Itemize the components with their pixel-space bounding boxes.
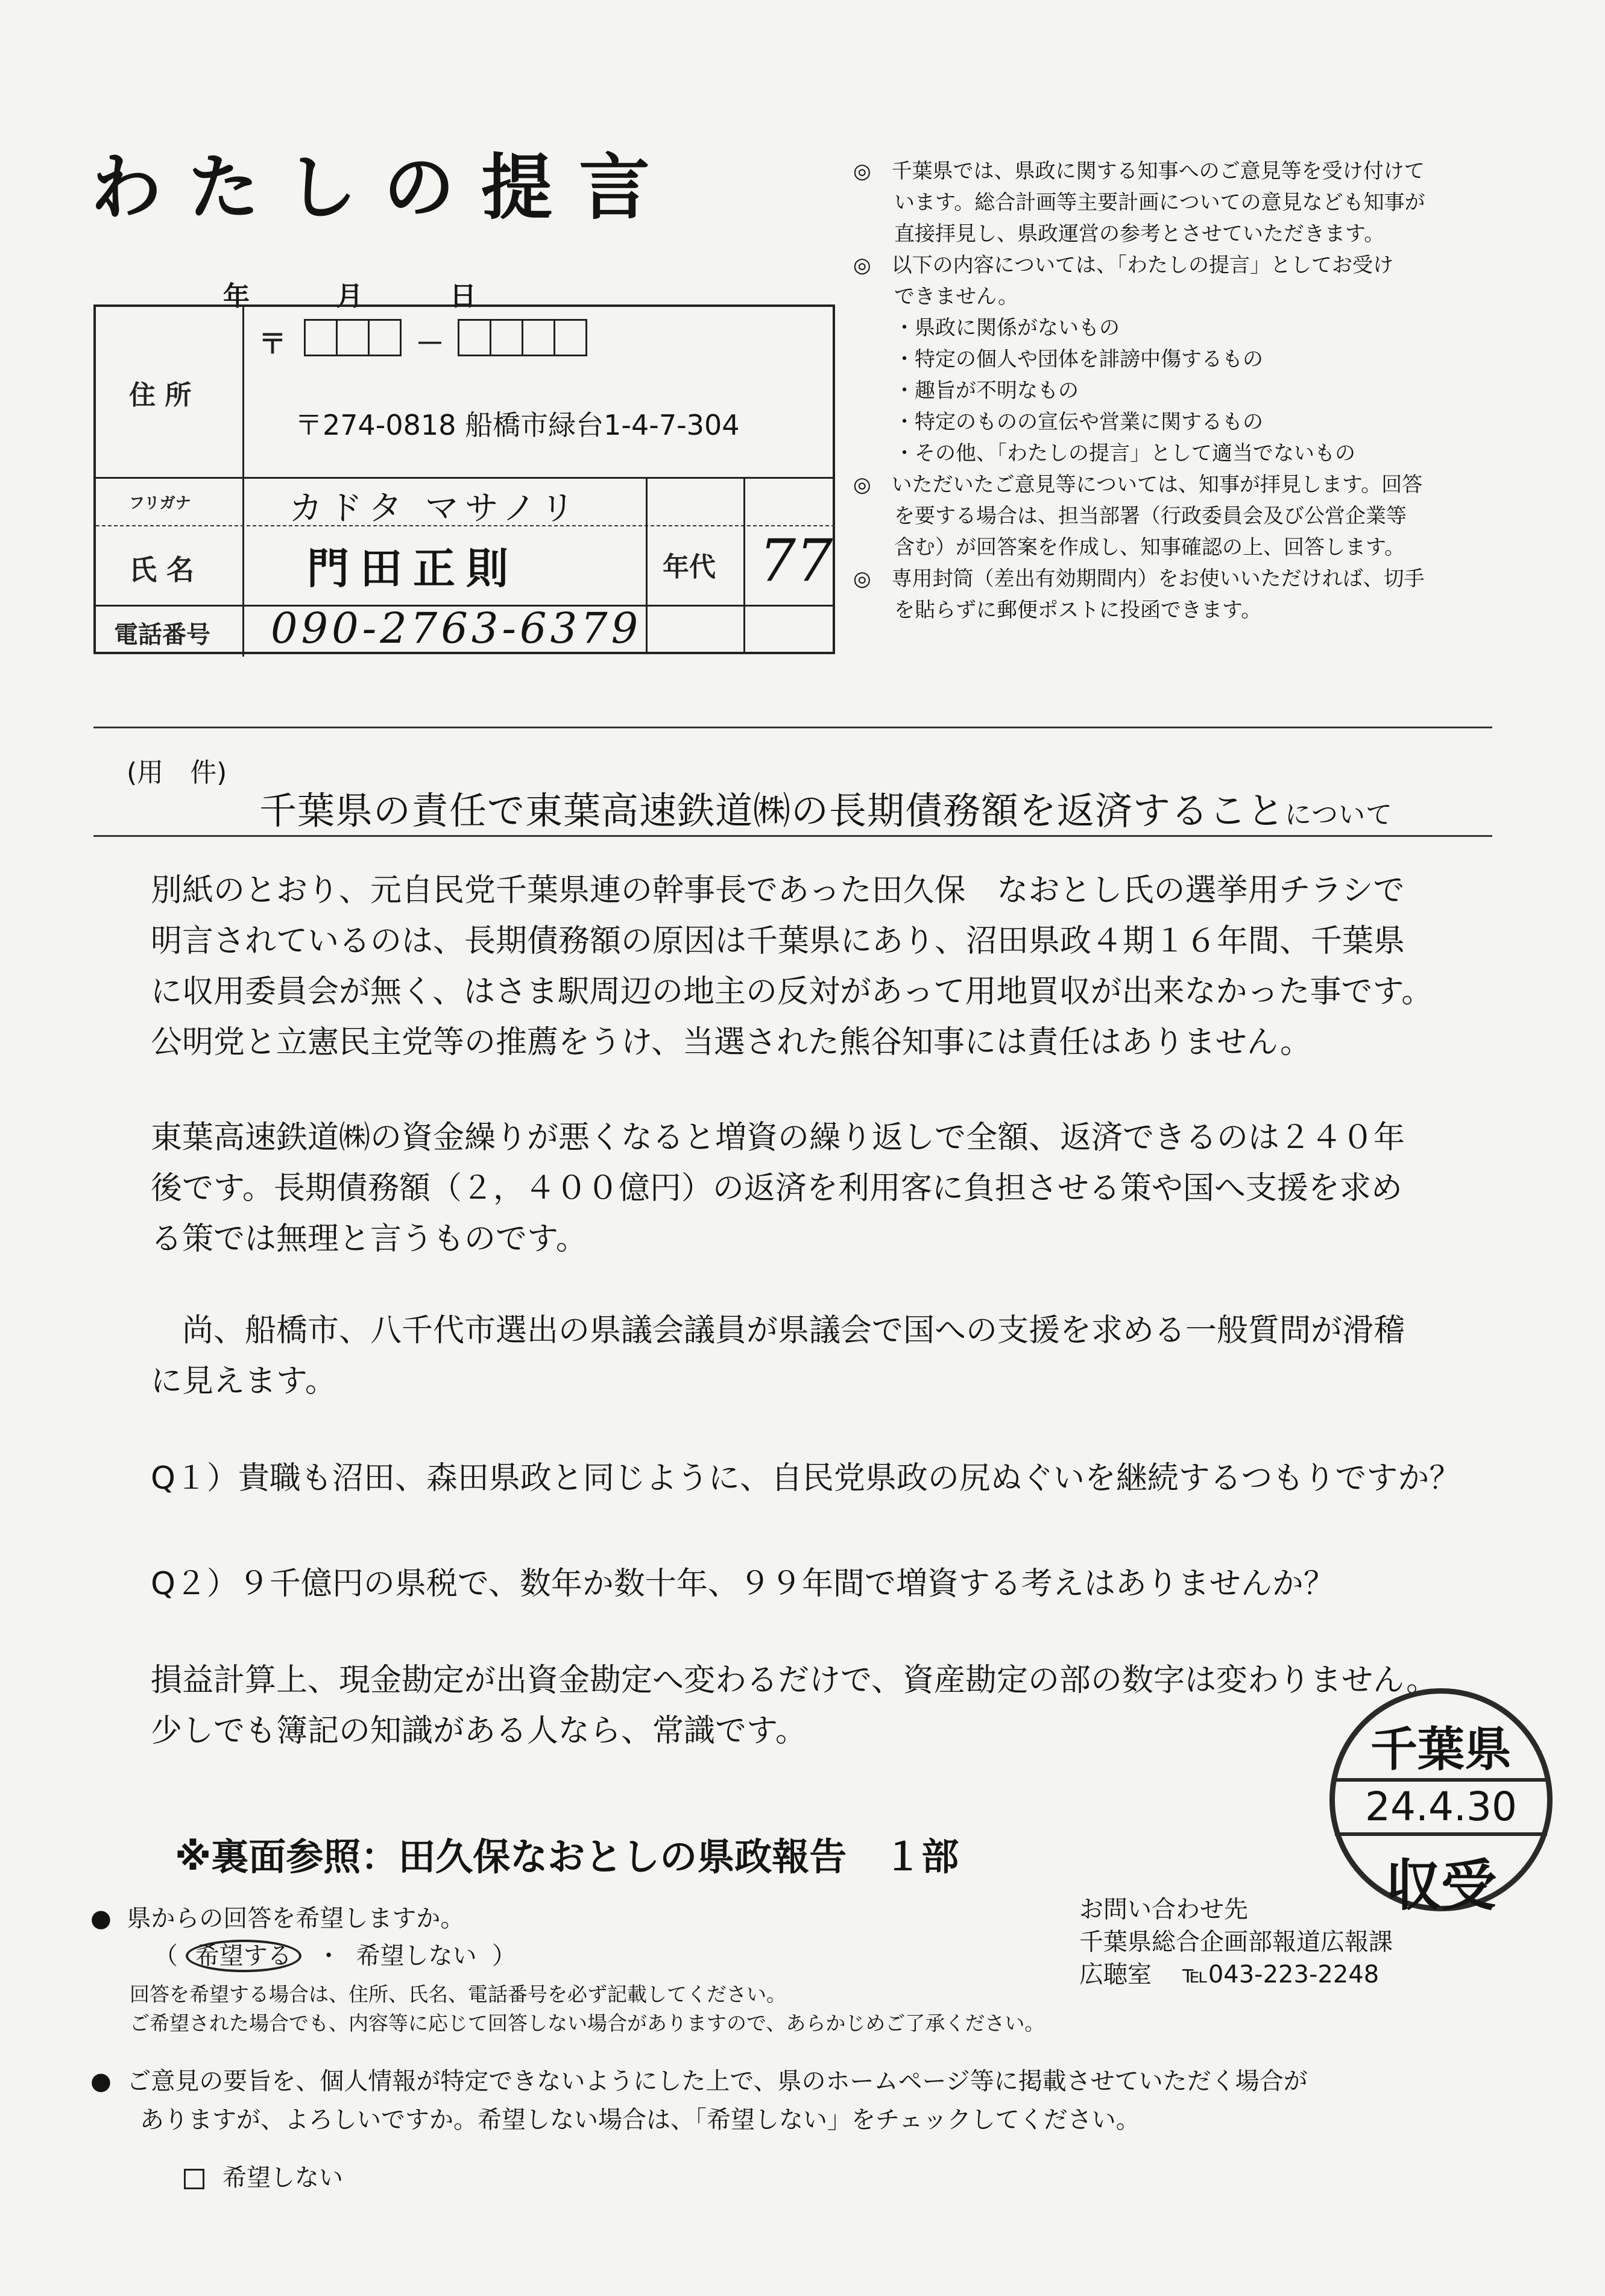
postal-digit-box[interactable] (553, 319, 587, 356)
contact-block (1079, 1893, 1393, 1991)
bullet-icon: ● (90, 1905, 112, 1932)
note-line: を貼らずに郵便ポストに投函できます。 (853, 598, 1262, 622)
age-label: 年代 (663, 552, 716, 582)
phone-value[interactable]: 090-2763-6379 (271, 604, 642, 653)
bullet-icon: ● (90, 2067, 112, 2095)
note-line: ・県政に関係がないもの (853, 316, 1120, 340)
body-line: 明言されているのは、長期債務額の原因は千葉県にあり、沼田県政４期１６年間、千葉県 (151, 923, 1405, 959)
body-line: 損益計算上、現金勘定が出資金勘定へ変わるだけで、資産勘定の部の数字は変わりません。 (151, 1662, 1438, 1698)
body-line: 公明党と立憲民主党等の推薦をうけ、当選された熊谷知事には責任はありません。 (151, 1024, 1312, 1061)
subject-main: 千葉県の責任で東葉高速鉄道㈱の長期債務額を返済すること (259, 789, 1285, 833)
body-line: に収用委員会が無く、はさま駅周辺の地主の反対があって用地買収が出来なかった事です。 (151, 974, 1433, 1010)
reply-note-2: ご希望された場合でも、内容等に応じて回答しない場合がありますので、あらかじめご了承ください。 (130, 2011, 1045, 2035)
note-line: ◎ 千葉県では、県政に関する知事へのご意見等を受け付けて (853, 159, 1425, 183)
note-line: ◎ 専用封筒（差出有効期間内）をお使いいただければ、切手 (853, 567, 1425, 591)
contact-tel: ℡043-223-2248 (1182, 1961, 1380, 1988)
page-title: わたしの提言 (90, 145, 677, 229)
notes-block (853, 156, 1504, 626)
question-1: Q１）貴職も沼田、森田県政と同じように、自民党県政の尻ぬぐいを継続するつもりですか？ (151, 1460, 1461, 1496)
body-line: 東葉高速鉄道㈱の資金繰りが悪くなると増資の繰り返しで全額、返済できるのは２４０年 (151, 1120, 1405, 1156)
contact-heading: お問い合わせ先 (1079, 1896, 1248, 1923)
postal-mark: 〒 (259, 327, 286, 360)
note-line: できません。 (853, 285, 1019, 309)
reply-option-yes[interactable]: 希望する (186, 1940, 301, 1972)
divider (93, 727, 1492, 728)
contact-dept: 千葉県総合企画部報道広報課 (1079, 1928, 1393, 1956)
note-line: ◎ 以下の内容については、「わたしの提言」としてお受け (853, 253, 1393, 277)
received-stamp (1329, 1688, 1553, 1918)
note-line: を要する場合は、担当部署（行政委員会及び公営企業等 (853, 504, 1407, 528)
stamp-date: 24.4.30 (1335, 1778, 1547, 1836)
stamp-top: 千葉県 (1370, 1723, 1512, 1777)
contact-office: 広聴室 (1079, 1961, 1152, 1988)
body-line: 尚、船橋市、八千代市選出の県議会議員が県議会で国への支援を求める一般質問が滑稽 (151, 1313, 1405, 1349)
body-line: る策では無理と言うものです。 (151, 1221, 587, 1257)
address-value[interactable]: 〒274-0818 船橋市緑台1-4-7-304 (295, 409, 740, 441)
address-label: 住 所 (129, 380, 192, 411)
body-paragraph (151, 1305, 1477, 1407)
postal-digit-box[interactable] (368, 319, 402, 356)
note-line: ・特定の個人や団体を誹謗中傷するもの (853, 347, 1263, 371)
stamp-bottom: 収受 (1385, 1853, 1496, 1918)
age-value[interactable]: 77 (759, 527, 833, 594)
body-line: 少しでも簿記の知識がある人なら、常識です。 (151, 1713, 807, 1749)
note-line: ◎ いただいたご意見等については、知事が拝見します。回答 (853, 473, 1423, 497)
reply-option-no[interactable]: 希望しない (356, 1942, 477, 1970)
reply-options: （ 希望する ・ 希望しない ） (154, 1937, 516, 1971)
subject-suffix: について (1285, 800, 1393, 830)
note-line: ・特定のものの宣伝や営業に関するもの (853, 410, 1263, 434)
name-value[interactable]: 門田正則 (307, 544, 519, 593)
postal-digit-box[interactable] (336, 319, 370, 356)
note-line: 直接拝見し、県政運営の参考とさせていただきます。 (853, 222, 1385, 246)
postal-digit-box[interactable] (522, 319, 555, 356)
furigana-label: フリガナ (129, 494, 191, 512)
postal-digit-box[interactable] (304, 319, 338, 356)
subject-label: (用 件) (127, 757, 227, 788)
reference-note: ※裏面参照：田久保なおとしの県政報告 １部 (175, 1835, 959, 1879)
body-paragraph (151, 1655, 1477, 1756)
body-paragraph (151, 865, 1477, 1068)
date-day-label: 日 (450, 281, 476, 312)
postal-digit-box[interactable] (490, 319, 523, 356)
reply-question: ● 県からの回答を希望しますか。 (90, 1905, 465, 1932)
note-line: ・趣旨が不明なもの (853, 379, 1079, 403)
divider (93, 835, 1492, 837)
optout-label: 希望しない (222, 2164, 343, 2192)
postal-digit-box[interactable] (458, 319, 491, 356)
name-label: 氏 名 (129, 554, 195, 586)
publish-optout (184, 2159, 343, 2193)
body-line: 後です。長期債務額（２，４００億円）の返済を利用客に負担させる策や国へ支援を求め (151, 1170, 1402, 1206)
body-line: 別紙のとおり、元自民党千葉県連の幹事長であった田久保 なおとし氏の選挙用チラシで (151, 872, 1405, 909)
furigana-value[interactable]: カドタ マサノリ (289, 489, 581, 528)
phone-label: 電話番号 (114, 621, 210, 649)
publish-consent: ● ご意見の要旨を、個人情報が特定できないようにした上で、県のホームページ等に掲載させていただく場合が ありますが、よろしいですか。希望しない場合は、「希望しない」をチェックしてください。 (90, 2067, 1308, 2134)
note-line: います。総合計画等主要計画についての意見なども知事が (853, 191, 1425, 215)
note-line: ・その他、「わたしの提言」として適当でないもの (853, 441, 1355, 465)
optout-checkbox[interactable] (184, 2169, 204, 2189)
reply-note-1: 回答を希望する場合は、住所、氏名、電話番号を必ず記載してください。 (130, 1982, 786, 2006)
note-line: 含む）が回答案を作成し、知事確認の上、回答します。 (853, 535, 1405, 560)
personal-info-form: 住 所 〒 － 〒274-0818 船橋市緑台1-4-7-304 フリガナ カドタ マサノリ 氏 名 門田正則 年代 77 電話番号 090-2763-6379 (93, 304, 835, 654)
subject-text (259, 781, 1393, 834)
body-line: に見えます。 (151, 1363, 336, 1399)
date-year-label: 年 (223, 281, 250, 312)
question-2: Q２）９千億円の県税で、数年か数十年、９９年間で増資する考えはありませんか？ (151, 1566, 1335, 1602)
body-paragraph (151, 1112, 1477, 1264)
date-month-label: 月 (336, 281, 363, 312)
